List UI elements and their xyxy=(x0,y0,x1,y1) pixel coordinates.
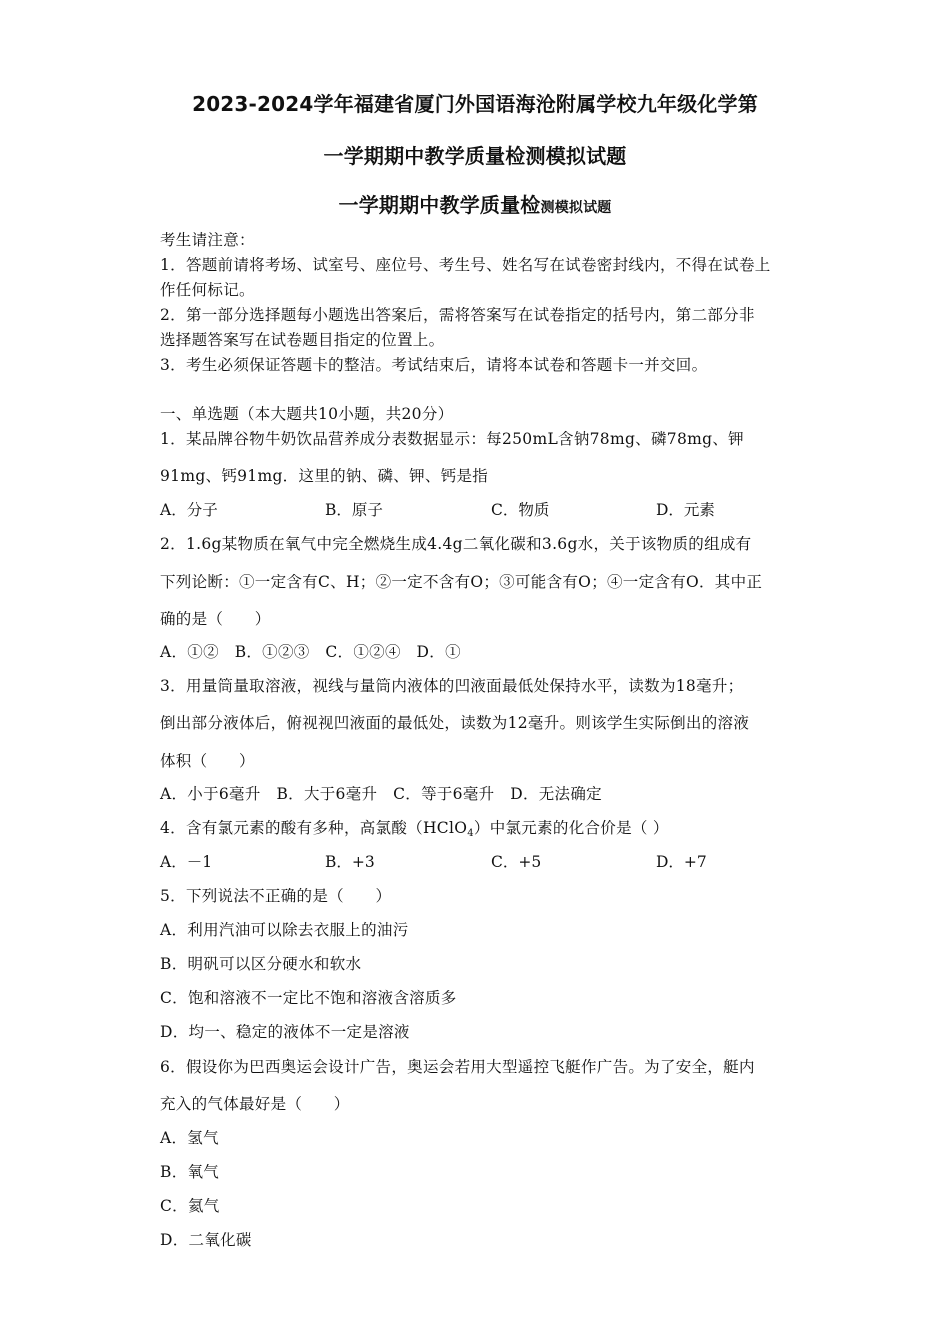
q4-stem-tail: ）中氯元素的化合价是（ ） xyxy=(473,819,669,837)
q6-option-c: C．氦气 xyxy=(160,1197,220,1215)
exam-title-line-1: 2023-2024学年福建省厦门外国语海沧附属学校九年级化学第 xyxy=(192,92,758,116)
notice-item-2b: 选择题答案写在试卷题目指定的位置上。 xyxy=(160,331,445,349)
exam-title-line-3-small: 测模拟试题 xyxy=(540,200,612,216)
q1-option-b: B．原子 xyxy=(325,501,383,519)
q2-stem-line-1: 2．1.6g某物质在氧气中完全燃烧生成4.4g二氧化碳和3.6g水，关于该物质的组成有 xyxy=(160,535,752,553)
q2-stem-line-2: 下列论断：①一定含有C、H；②一定不含有O；③可能含有O；④一定含有O．其中正 xyxy=(160,573,763,591)
q6-stem-line-1: 6．假设你为巴西奥运会设计广告，奥运会若用大型遥控飞艇作广告。为了安全，艇内 xyxy=(160,1058,755,1076)
q6-stem-line-2: 充入的气体最好是（ ） xyxy=(160,1095,350,1113)
q1-option-a: A．分子 xyxy=(160,501,218,519)
notice-item-1b: 作任何标记。 xyxy=(160,281,255,299)
q3-options: A．小于6毫升 B．大于6毫升 C．等于6毫升 D．无法确定 xyxy=(160,785,602,803)
q5-option-d: D．均一、稳定的液体不一定是溶液 xyxy=(160,1023,410,1041)
q4-option-d: D．+7 xyxy=(656,853,707,871)
q3-stem-line-1: 3．用量筒量取溶液，视线与量筒内液体的凹液面最低处保持水平，读数为18毫升； xyxy=(160,677,744,695)
q2-options: A．①② B．①②③ C．①②④ D．① xyxy=(160,643,461,661)
notice-item-3: 3．考生必须保证答题卡的整洁。考试结束后，请将本试卷和答题卡一并交回。 xyxy=(160,356,708,374)
exam-title-line-3 xyxy=(0,189,950,218)
notice-item-1a: 1．答题前请将考场、试室号、座位号、考生号、姓名写在试卷密封线内，不得在试卷上 xyxy=(160,256,771,274)
exam-title-line-2: 一学期期中教学质量检测模拟试题 xyxy=(323,144,627,168)
q6-option-d: D．二氧化碳 xyxy=(160,1231,252,1249)
q6-option-b: B．氧气 xyxy=(160,1163,220,1181)
q5-option-c: C．饱和溶液不一定比不饱和溶液含溶质多 xyxy=(160,989,457,1007)
q1-stem-line-2: 91mg、钙91mg．这里的钠、磷、钾、钙是指 xyxy=(160,467,489,485)
q5-option-a: A．利用汽油可以除去衣服上的油污 xyxy=(160,921,409,939)
q4-option-b: B．+3 xyxy=(325,853,375,871)
exam-title-line-3-large: 一学期期中教学质量检 xyxy=(338,193,541,217)
q6-option-a: A．氢气 xyxy=(160,1129,219,1147)
notice-item-2a: 2．第一部分选择题每小题选出答案后，需将答案写在试卷指定的括号内，第二部分非 xyxy=(160,306,755,324)
q3-stem-line-3: 体积（ ） xyxy=(160,752,255,770)
section-heading: 一、单选题（本大题共10小题，共20分） xyxy=(160,405,454,423)
q1-option-d: D．元素 xyxy=(656,501,715,519)
q4-stem-text: 4．含有氯元素的酸有多种，高氯酸（HClO xyxy=(160,819,468,837)
q4-subscript: 4 xyxy=(467,828,474,839)
q1-stem-line-1: 1．某品牌谷物牛奶饮品营养成分表数据显示：每250mL含钠78mg、磷78mg、钾 xyxy=(160,430,744,448)
q5-stem: 5．下列说法不正确的是（ ） xyxy=(160,887,392,905)
q1-option-c: C．物质 xyxy=(491,501,550,519)
q4-option-c: C．+5 xyxy=(491,853,542,871)
q4-option-a: A．－1 xyxy=(160,853,213,871)
q2-stem-line-3: 确的是（ ） xyxy=(160,610,271,628)
notice-heading: 考生请注意： xyxy=(160,231,255,249)
q5-option-b: B．明矾可以区分硬水和软水 xyxy=(160,955,362,973)
q3-stem-line-2: 倒出部分液体后，俯视视凹液面的最低处，读数为12毫升。则该学生实际倒出的溶液 xyxy=(160,714,750,732)
q4-stem xyxy=(160,816,669,839)
